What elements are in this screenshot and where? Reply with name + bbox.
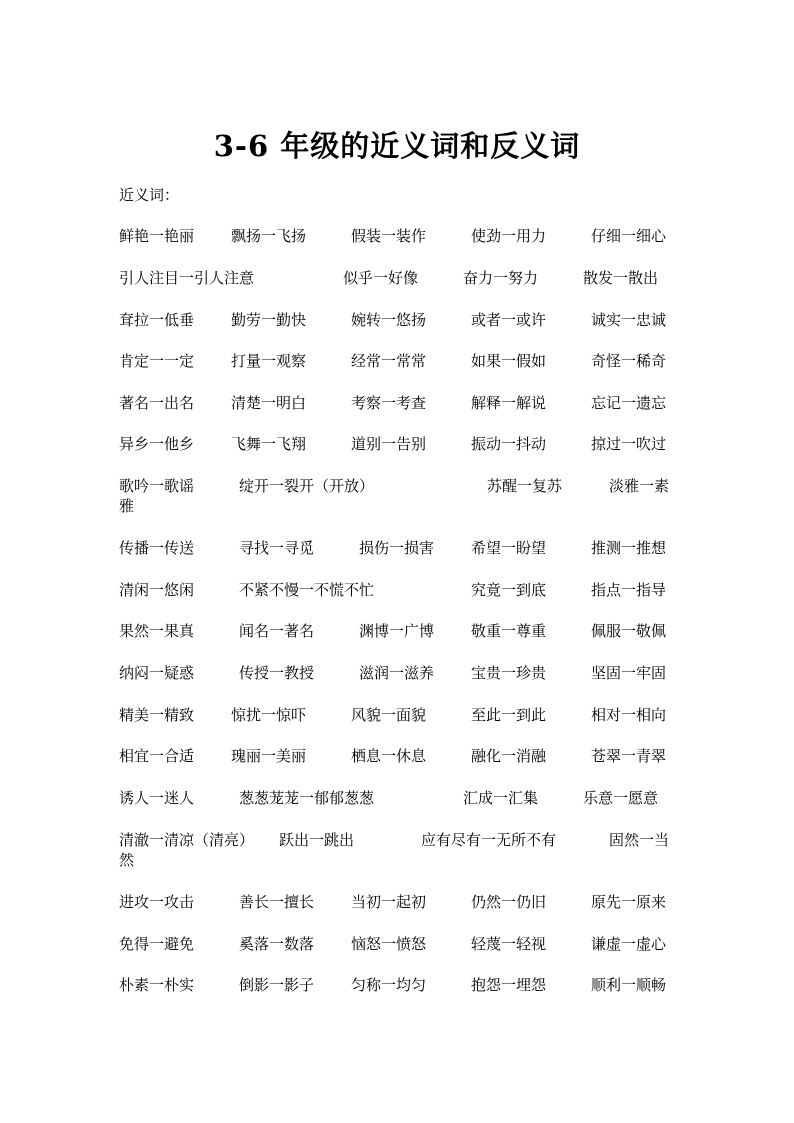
synonym-pair: 乐意一愿意 [583, 789, 659, 807]
synonym-row [119, 975, 679, 997]
synonym-pair: 惊扰一惊吓 [231, 706, 307, 724]
synonym-pair: 打量一观察 [231, 352, 307, 370]
synonym-row [119, 830, 679, 869]
synonym-pair: 融化一消融 [471, 747, 547, 765]
synonym-pair: 谦虚一虚心 [591, 935, 667, 953]
section-label-synonyms: 近义词： [119, 186, 180, 204]
synonym-row [119, 538, 679, 560]
synonym-row [119, 663, 679, 685]
synonym-pair: 相宜一合适 [119, 747, 195, 765]
synonym-pair: 风貌一面貌 [351, 706, 427, 724]
synonym-pair: 究竟一到底 [471, 581, 547, 599]
synonym-pair: 道别一告别 [351, 435, 427, 453]
synonym-pair: 倒影一影子 [239, 976, 315, 994]
synonym-pair: 散发一散出 [583, 269, 659, 287]
synonym-pair: 损伤一损害 [359, 539, 435, 557]
synonym-row [119, 476, 679, 515]
synonym-pair: 耷拉一低垂 [119, 311, 195, 329]
synonym-pair: 勤劳一勤快 [231, 311, 307, 329]
synonym-pair: 汇成一汇集 [463, 789, 539, 807]
synonym-pair: 闻名一著名 [239, 622, 315, 640]
synonym-pair: 或者一或许 [471, 311, 547, 329]
synonym-row [119, 788, 679, 810]
synonym-row [119, 580, 679, 602]
synonym-pair: 振动一抖动 [471, 435, 547, 453]
synonym-pair: 奚落一数落 [239, 935, 315, 953]
synonym-pair: 推测一推想 [591, 539, 667, 557]
synonym-pair: 宝贵一珍贵 [471, 664, 547, 682]
synonym-pair: 忘记一遗忘 [591, 394, 667, 412]
synonym-pair: 应有尽有一无所不有 [421, 831, 557, 849]
synonym-pair: 似乎一好像 [343, 269, 419, 287]
synonym-row [119, 351, 679, 373]
synonym-row [119, 393, 679, 415]
synonym-pair: 抱怨一埋怨 [471, 976, 547, 994]
synonym-row [119, 268, 679, 290]
synonym-row [119, 226, 679, 248]
synonym-pair: 飘扬一飞扬 [231, 227, 307, 245]
synonym-pair: 瑰丽一美丽 [231, 747, 307, 765]
synonym-pair: 苏醒一复苏 [487, 477, 563, 495]
synonym-pair: 绽开一裂开（开放） [239, 477, 375, 495]
synonym-pair: 奇怪一稀奇 [591, 352, 667, 370]
synonym-pair: 精美一精致 [119, 706, 195, 724]
synonym-pair: 诚实一忠诚 [591, 311, 667, 329]
synonym-pair: 至此一到此 [471, 706, 547, 724]
synonym-pair: 指点一指导 [591, 581, 667, 599]
synonym-pair: 考察一考查 [351, 394, 427, 412]
synonym-pair: 如果一假如 [471, 352, 547, 370]
synonym-pair: 坚固一牢固 [591, 664, 667, 682]
page-title: 3-6 年级的近义词和反义词 [213, 129, 581, 163]
synonym-pair: 引人注目一引人注意 [119, 269, 255, 287]
synonym-row [119, 621, 679, 643]
synonym-pair: 飞舞一飞翔 [231, 435, 307, 453]
synonym-pair: 果然一果真 [119, 622, 195, 640]
synonym-pair: 仔细一细心 [591, 227, 667, 245]
synonym-row [119, 746, 679, 768]
synonym-pair: 鲜艳一艳丽 [119, 227, 195, 245]
synonym-pair: 奋力一努力 [463, 269, 539, 287]
synonym-pair: 滋润一滋养 [359, 664, 435, 682]
synonym-pair: 经常一常常 [351, 352, 427, 370]
synonym-pair: 使劲一用力 [471, 227, 547, 245]
synonym-pair-wrap: 然 [119, 851, 135, 869]
synonym-row [119, 892, 679, 914]
synonym-pair: 纳闷一疑惑 [119, 664, 195, 682]
synonym-pair: 传授一教授 [239, 664, 315, 682]
synonym-row [119, 434, 679, 456]
synonym-pair: 佩服一敬佩 [591, 622, 667, 640]
synonym-pair: 相对一相向 [591, 706, 667, 724]
synonym-pair: 苍翠一青翠 [591, 747, 667, 765]
synonym-pair: 歌吟一歌谣 [119, 477, 195, 495]
synonym-pair: 清楚一明白 [231, 394, 307, 412]
synonym-pair: 希望一盼望 [471, 539, 547, 557]
synonym-pair: 婉转一悠扬 [351, 311, 427, 329]
synonym-pair: 渊博一广博 [359, 622, 435, 640]
synonym-pair: 免得一避免 [119, 935, 195, 953]
synonym-pair-wrap: 雅 [119, 497, 135, 515]
synonym-row [119, 934, 679, 956]
synonym-pair: 肯定一一定 [119, 352, 195, 370]
synonym-pair: 寻找一寻觅 [239, 539, 315, 557]
synonym-pair: 跃出一跳出 [279, 831, 355, 849]
synonym-pair: 淡雅一素 [609, 477, 670, 495]
synonym-pair: 假装一装作 [351, 227, 427, 245]
synonym-pair: 仍然一仍旧 [471, 893, 547, 911]
synonym-pair: 栖息一休息 [351, 747, 427, 765]
synonym-pair: 葱葱茏茏一郁郁葱葱 [239, 789, 375, 807]
synonym-pair: 朴素一朴实 [119, 976, 195, 994]
synonym-pair: 轻蔑一轻视 [471, 935, 547, 953]
synonym-pair: 善长一擅长 [239, 893, 315, 911]
synonym-pair: 敬重一尊重 [471, 622, 547, 640]
synonym-pair: 异乡一他乡 [119, 435, 195, 453]
synonym-pair: 不紧不慢一不慌不忙 [239, 581, 375, 599]
synonym-pair: 原先一原来 [591, 893, 667, 911]
synonym-row [119, 310, 679, 332]
synonym-pair: 清闲一悠闲 [119, 581, 195, 599]
synonym-pair: 解释一解说 [471, 394, 547, 412]
synonym-pair: 顺利一顺畅 [591, 976, 667, 994]
synonym-pair: 诱人一迷人 [119, 789, 195, 807]
synonym-pair: 清澈一清凉（清亮） [119, 831, 255, 849]
synonym-pair: 固然一当 [609, 831, 670, 849]
synonym-pair: 著名一出名 [119, 394, 195, 412]
synonym-pair: 传播一传送 [119, 539, 195, 557]
synonym-row [119, 705, 679, 727]
synonym-pair: 进攻一攻击 [119, 893, 195, 911]
synonym-pair: 当初一起初 [351, 893, 427, 911]
synonym-pair: 掠过一吹过 [591, 435, 667, 453]
synonym-pair: 恼怒一愤怒 [351, 935, 427, 953]
synonym-pair: 匀称一均匀 [351, 976, 427, 994]
